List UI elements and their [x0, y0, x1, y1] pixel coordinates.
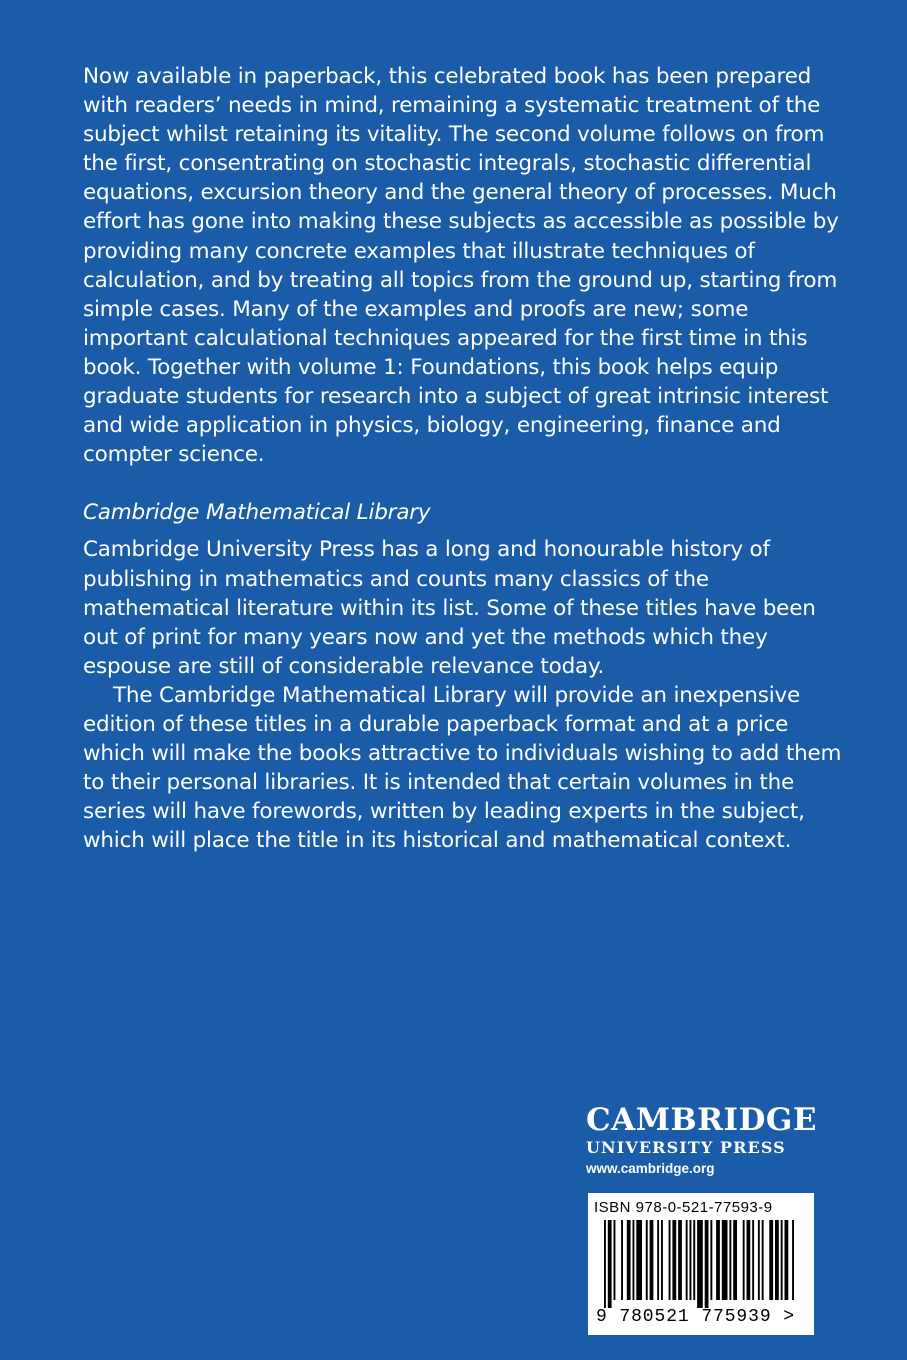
series-title: Cambridge Mathematical Library	[83, 500, 431, 526]
back-cover-text	[83, 62, 843, 855]
barcode-bar	[743, 1220, 745, 1300]
barcode-box	[588, 1193, 814, 1335]
barcode-bar	[710, 1220, 712, 1300]
barcode-bar	[747, 1220, 751, 1300]
barcode-bar	[729, 1220, 731, 1300]
barcode-bar	[733, 1220, 737, 1300]
blurb-paragraph: Now available in paperback, this celebrated book has been prepared with readers’ needs in mind, remaining a systematic treatment of the subject whilst retaining its vitality. The second volume follows on from the first, consentrating on stochastic integrals, stochastic differential equations, excursion theory and the general theory of processes. Much effort has gone into making these subjects as accessible as possible by providing many concrete examples that illustrate techniques of calculation, and by treating all topics from the ground up, starting from simple cases. Many of the examples and proofs are new; some important calculational techniques appeared for the first time in this book. Together with volume 1: Foundations, this book helps equip graduate students for research into a subject of great intrinsic interest and wide application in physics, biology, engineering, finance and compter science.	[83, 64, 839, 468]
publisher-url: www.cambridge.org	[586, 1161, 715, 1176]
barcode-bar	[752, 1220, 754, 1300]
barcode-bar	[775, 1220, 779, 1300]
barcode-bar	[608, 1220, 612, 1308]
barcode-bar	[633, 1220, 635, 1300]
publisher-name: CAMBRIDGE	[586, 1102, 817, 1138]
isbn-text: ISBN 978-0-521-77593-9	[594, 1199, 773, 1216]
barcode-bar	[661, 1220, 663, 1300]
barcode-bar	[758, 1220, 760, 1300]
barcode-bar	[657, 1220, 659, 1300]
barcode-bar	[672, 1220, 676, 1300]
barcode-bar	[769, 1220, 773, 1300]
barcode-bar	[785, 1220, 789, 1300]
barcode-bar	[690, 1220, 692, 1300]
barcode-bar	[604, 1220, 606, 1308]
barcode-bars	[592, 1220, 810, 1308]
series-paragraph-2: The Cambridge Mathematical Library will provide an inexpensive edition of these titles in a durable paperback format and at a price which will make the books attractive to individuals wishing to add them to their personal libraries. It is intended that certain volumes in the series will have forewords, written by leading experts in the subject, which will place the title in its historical and mathematical context.	[83, 682, 842, 854]
barcode-bar	[650, 1220, 654, 1300]
barcode-bar	[627, 1220, 631, 1300]
barcode-bar	[792, 1220, 794, 1300]
barcode-bar	[693, 1220, 695, 1300]
publisher-subtitle: UNIVERSITY PRESS	[586, 1138, 786, 1157]
barcode-bar	[686, 1220, 688, 1300]
barcode-bar	[716, 1220, 720, 1300]
barcode-bar	[646, 1220, 648, 1300]
barcode-bar	[781, 1220, 783, 1300]
series-paragraph-1: Cambridge University Press has a long and honourable history of publishing in mathematics and counts many classics of the mathematical literature within its list. Some of these titles have been out of print for many years now and yet the methods which they espouse are still of considerable relevance today.	[83, 537, 816, 679]
barcode-bar	[722, 1220, 728, 1300]
barcode-bar	[705, 1220, 709, 1308]
barcode-digits: 9 780521 775939 >	[596, 1307, 795, 1327]
barcode-bar	[669, 1220, 671, 1300]
barcode-bar	[621, 1220, 623, 1300]
barcode-bar	[636, 1220, 642, 1300]
barcode-bar	[614, 1220, 616, 1300]
barcode-bar	[762, 1220, 764, 1300]
barcode-bar	[678, 1220, 682, 1300]
publisher-logo	[586, 1102, 818, 1180]
barcode-bar	[697, 1220, 703, 1308]
